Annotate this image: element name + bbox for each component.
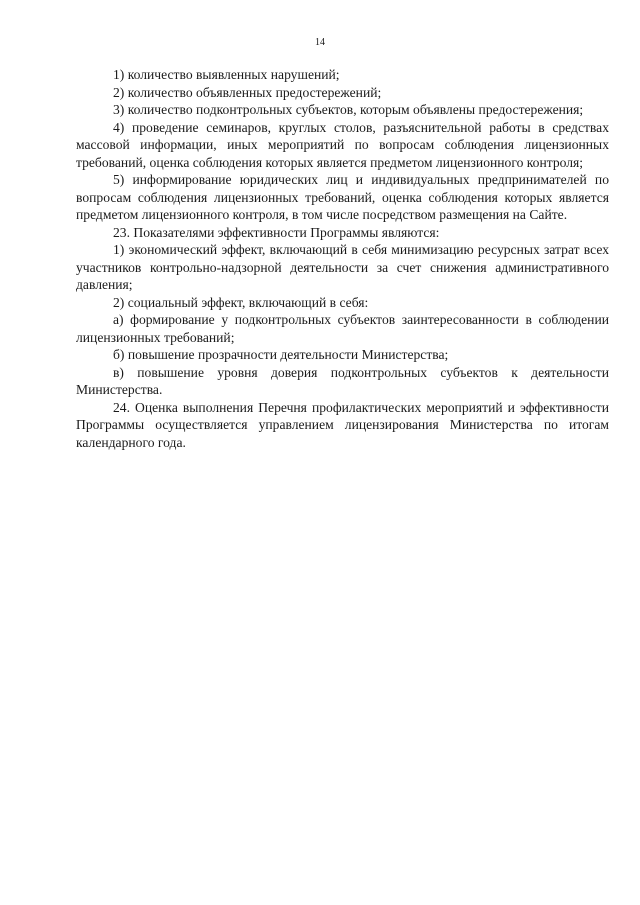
- list-item-warned-subjects-count: 3) количество подконтрольных субъектов, которым объявлены предостережения;: [113, 102, 584, 117]
- list-item-trust: в) повышение уровня доверия подконтрольных субъектов к деятельности Министерства.: [76, 364, 609, 397]
- list-item-transparency: б) повышение прозрачности деятельности Министерства;: [113, 347, 449, 362]
- list-item-economic-effect: 1) экономический эффект, включающий в себя минимизацию ресурсных затрат всех участников контрольно-надзорной деятельности за счет снижения административного давления;: [76, 242, 609, 292]
- section-24-evaluation: 24. Оценка выполнения Перечня профилактических мероприятий и эффективности Программы осуществляется управлением лицензирования Министерства по итогам календарного года.: [76, 399, 609, 450]
- section-23-heading: 23. Показателями эффективности Программы являются:: [113, 224, 440, 240]
- list-item-violations-count: 1) количество выявленных нарушений;: [113, 67, 340, 82]
- list-item-warnings-count: 2) количество объявленных предостережений;: [113, 84, 382, 100]
- document-body: [76, 66, 609, 451]
- list-item-informing: 5) информирование юридических лиц и индивидуальных предпринимателей по вопросам соблюдения лицензионных требований, оценка соблюдения которых является предметом лицензионного контроля, в том числе посредством размещения на Сайте.: [76, 172, 609, 222]
- page-number: 14: [315, 37, 325, 48]
- list-item-interest-formation: а) формирование у подконтрольных субъектов заинтересованности в соблюдении лицензионных требований;: [76, 312, 609, 345]
- list-item-social-effect: 2) социальный эффект, включающий в себя:: [113, 294, 369, 310]
- list-item-seminars: 4) проведение семинаров, круглых столов, разъяснительной работы в средствах массовой информации, иных мероприятий по вопросам соблюдения лицензионных требований, оценка соблюдения которых является предметом лицензионного контроля;: [76, 119, 609, 170]
